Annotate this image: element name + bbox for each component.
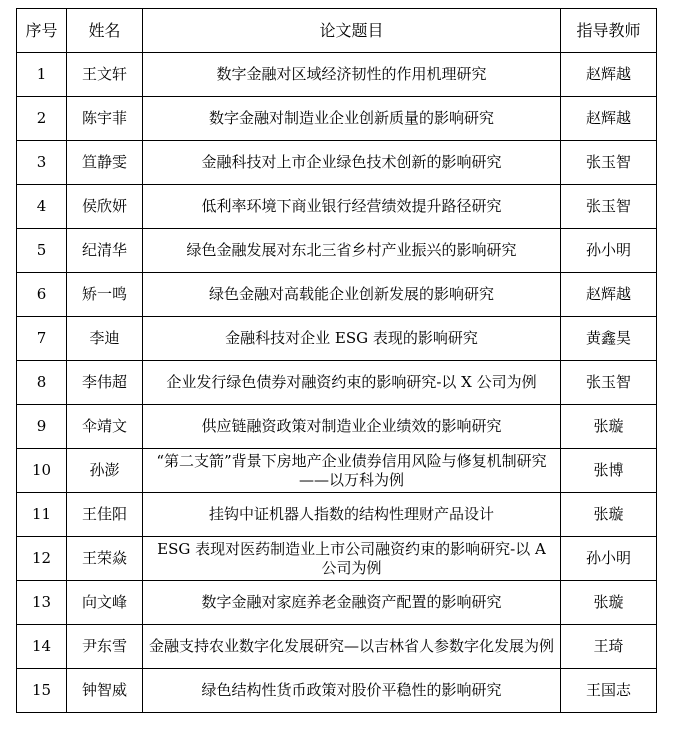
table-row xyxy=(17,405,657,449)
cell-name: 王文轩 xyxy=(67,53,143,97)
table-row xyxy=(17,537,657,581)
header-title: 论文题目 xyxy=(143,9,561,53)
cell-no: 2 xyxy=(17,97,67,141)
cell-title: 数字金融对制造业企业创新质量的影响研究 xyxy=(143,97,561,141)
table-row xyxy=(17,185,657,229)
cell-advisor: 王琦 xyxy=(561,625,657,669)
cell-no: 13 xyxy=(17,581,67,625)
table-row xyxy=(17,141,657,185)
table-row xyxy=(17,581,657,625)
header-no: 序号 xyxy=(17,9,67,53)
cell-no: 10 xyxy=(17,449,67,493)
cell-advisor: 孙小明 xyxy=(561,537,657,581)
cell-name: 笪静雯 xyxy=(67,141,143,185)
cell-advisor: 王国志 xyxy=(561,669,657,713)
cell-title: 金融支持农业数字化发展研究—以吉林省人参数字化发展为例 xyxy=(143,625,561,669)
cell-title: 供应链融资政策对制造业企业绩效的影响研究 xyxy=(143,405,561,449)
header-row xyxy=(17,9,657,53)
cell-no: 1 xyxy=(17,53,67,97)
cell-name: 李伟超 xyxy=(67,361,143,405)
cell-advisor: 张璇 xyxy=(561,581,657,625)
cell-advisor: 张璇 xyxy=(561,405,657,449)
thesis-table-container xyxy=(16,8,657,713)
header-advisor: 指导教师 xyxy=(561,9,657,53)
cell-title: ESG 表现对医药制造业上市公司融资约束的影响研究-以 A 公司为例 xyxy=(143,537,561,581)
cell-title: 低利率环境下商业银行经营绩效提升路径研究 xyxy=(143,185,561,229)
cell-no: 5 xyxy=(17,229,67,273)
cell-name: 纪清华 xyxy=(67,229,143,273)
table-row xyxy=(17,317,657,361)
cell-name: 李迪 xyxy=(67,317,143,361)
cell-title: “第二支箭”背景下房地产企业债券信用风险与修复机制研究——以万科为例 xyxy=(143,449,561,493)
table-row xyxy=(17,669,657,713)
cell-name: 侯欣妍 xyxy=(67,185,143,229)
cell-name: 尹东雪 xyxy=(67,625,143,669)
cell-no: 12 xyxy=(17,537,67,581)
cell-no: 15 xyxy=(17,669,67,713)
cell-title: 数字金融对家庭养老金融资产配置的影响研究 xyxy=(143,581,561,625)
cell-name: 向文峰 xyxy=(67,581,143,625)
cell-title: 数字金融对区域经济韧性的作用机理研究 xyxy=(143,53,561,97)
cell-advisor: 张玉智 xyxy=(561,185,657,229)
thesis-table xyxy=(16,8,657,713)
table-row xyxy=(17,361,657,405)
cell-no: 11 xyxy=(17,493,67,537)
cell-name: 矫一鸣 xyxy=(67,273,143,317)
cell-name: 孙澎 xyxy=(67,449,143,493)
cell-advisor: 黄鑫昊 xyxy=(561,317,657,361)
cell-title: 金融科技对企业 ESG 表现的影响研究 xyxy=(143,317,561,361)
cell-advisor: 张玉智 xyxy=(561,361,657,405)
cell-title: 金融科技对上市企业绿色技术创新的影响研究 xyxy=(143,141,561,185)
cell-no: 3 xyxy=(17,141,67,185)
cell-no: 6 xyxy=(17,273,67,317)
cell-advisor: 赵辉越 xyxy=(561,97,657,141)
table-row xyxy=(17,625,657,669)
cell-title: 企业发行绿色债券对融资约束的影响研究-以 X 公司为例 xyxy=(143,361,561,405)
cell-title: 绿色结构性货币政策对股价平稳性的影响研究 xyxy=(143,669,561,713)
cell-no: 14 xyxy=(17,625,67,669)
table-row xyxy=(17,273,657,317)
cell-advisor: 张玉智 xyxy=(561,141,657,185)
cell-advisor: 张博 xyxy=(561,449,657,493)
table-row xyxy=(17,97,657,141)
table-row xyxy=(17,53,657,97)
cell-no: 9 xyxy=(17,405,67,449)
cell-title: 挂钩中证机器人指数的结构性理财产品设计 xyxy=(143,493,561,537)
table-row xyxy=(17,229,657,273)
cell-name: 伞靖文 xyxy=(67,405,143,449)
cell-title: 绿色金融对高载能企业创新发展的影响研究 xyxy=(143,273,561,317)
header-name: 姓名 xyxy=(67,9,143,53)
cell-advisor: 赵辉越 xyxy=(561,53,657,97)
table-row xyxy=(17,449,657,493)
cell-name: 钟智威 xyxy=(67,669,143,713)
cell-advisor: 张璇 xyxy=(561,493,657,537)
cell-name: 王佳阳 xyxy=(67,493,143,537)
cell-advisor: 孙小明 xyxy=(561,229,657,273)
cell-no: 7 xyxy=(17,317,67,361)
cell-advisor: 赵辉越 xyxy=(561,273,657,317)
cell-no: 8 xyxy=(17,361,67,405)
cell-no: 4 xyxy=(17,185,67,229)
cell-name: 王荣焱 xyxy=(67,537,143,581)
cell-title: 绿色金融发展对东北三省乡村产业振兴的影响研究 xyxy=(143,229,561,273)
table-row xyxy=(17,493,657,537)
cell-name: 陈宇菲 xyxy=(67,97,143,141)
